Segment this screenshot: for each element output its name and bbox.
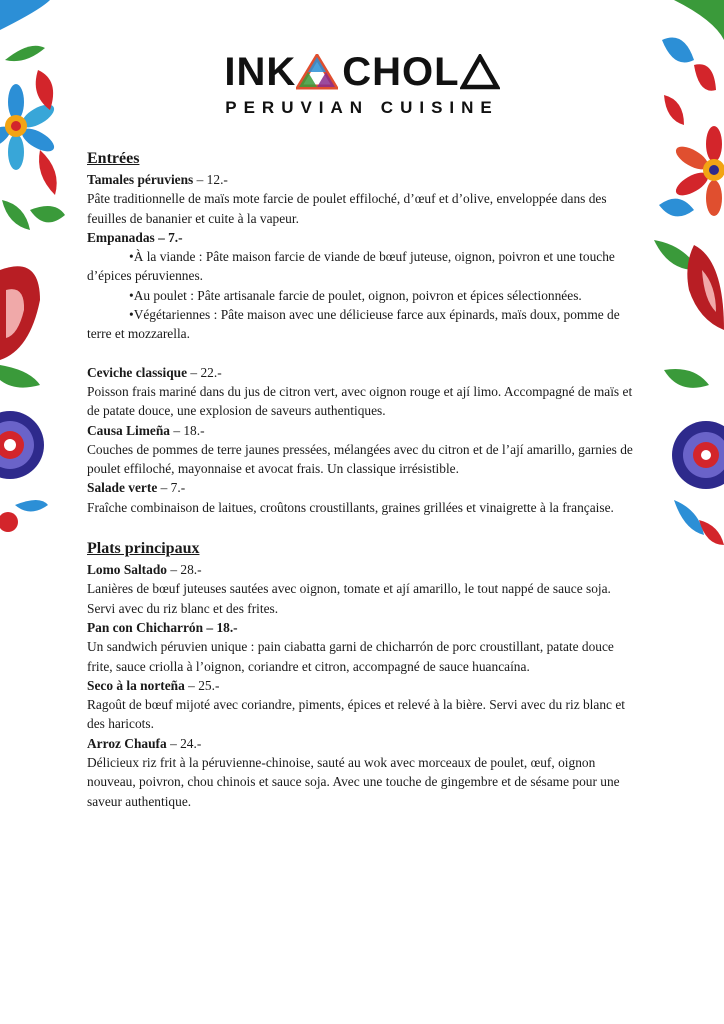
dish-description: Pâte traditionnelle de maïs mote farcie de poulet effiloché, d’œuf et d’olive, enveloppée dans des feuilles de bananier et cuite à la vapeur. <box>87 191 607 226</box>
brand-wordmark <box>224 52 499 92</box>
brand-logo <box>0 52 724 118</box>
empanada-variant-viande: •À la viande : Pâte maison farcie de viande de bœuf juteuse, oignon, poivron et une touche d’épices péruviennes. <box>87 249 615 284</box>
empanada-variant-vegetarienne: •Végétariennes : Pâte maison avec une délicieuse farce aux épinards, maïs doux, pomme de terre et mozzarella. <box>87 307 620 342</box>
dish-name: Arroz Chaufa <box>87 735 167 751</box>
brand-subtitle: PERUVIAN CUISINE <box>225 98 499 117</box>
dish-name: Lomo Saltado <box>87 562 167 578</box>
dish-name: Causa Limeña <box>87 422 170 438</box>
dish-description: Ragoût de bœuf mijoté avec coriandre, piments, épices et relevé à la bière. Servi avec du riz blanc et des haricots. <box>87 697 625 732</box>
dish-description: Poisson frais mariné dans du jus de citron vert, avec oignon rouge et ají limo. Accompagné de maïs et de patate douce, une explosion de saveurs authentiques. <box>87 383 633 419</box>
dish-name: Empanadas – 7.- <box>87 229 183 245</box>
menu-item-seco <box>87 676 637 734</box>
section-title-entrees: Entrées <box>87 150 140 167</box>
empanada-variant-poulet: •Au poulet : Pâte artisanale farcie de poulet, oignon, poivron et épices sélectionnées. <box>129 287 582 303</box>
dish-price: – 25.- <box>184 677 220 693</box>
brand-name-part2: CHOL <box>342 50 460 94</box>
menu-item-ceviche <box>87 363 637 421</box>
dish-price: – 18.- <box>169 422 205 438</box>
dish-name: Seco à la norteña <box>87 677 185 693</box>
dish-price: – 7.- <box>157 480 186 496</box>
dish-description: Couches de pommes de terre jaunes pressées, mélangées avec du citron et de l’ají amarillo, garnies de poulet effiloché, mayonnaise et avocat frais. Un classique irrésistible. <box>87 441 633 477</box>
menu-item-tamales <box>87 170 637 228</box>
triangle-outline-icon <box>460 54 500 90</box>
menu-item-pan-con-chicharron <box>87 618 637 676</box>
dish-name: Salade verte <box>87 480 158 496</box>
dish-name: Ceviche classique <box>87 364 188 380</box>
menu-item-arroz-chaufa <box>87 734 637 811</box>
dish-name: Tamales péruviens <box>87 172 194 187</box>
menu-item-empanadas <box>87 228 637 344</box>
dish-description: Un sandwich péruvien unique : pain ciabatta garni de chicharrón de porc croustillant, patate douce frite, sauce criolla à l’oignon, coriandre et citron, accompagné de sauce huancaína. <box>87 639 614 674</box>
menu-item-salade <box>87 478 637 517</box>
dish-description: Lanières de bœuf juteuses sautées avec oignon, tomate et ají amarillo, le tout nappé de sauce soja. Servi avec du riz blanc et des frites. <box>87 581 611 616</box>
triangle-icon <box>296 54 338 90</box>
dish-price: – 12.- <box>193 172 228 187</box>
dish-price: – 24.- <box>166 735 202 751</box>
section-title-plats: Plats principaux <box>87 540 200 558</box>
dish-description: Fraîche combinaison de laitues, croûtons croustillants, graines grillées et vinaigrette à la française. <box>87 499 614 515</box>
dish-price: – 28.- <box>166 562 202 578</box>
menu-item-causa <box>87 421 637 479</box>
menu-content <box>87 148 637 811</box>
menu-item-lomo-saltado <box>87 560 637 618</box>
dish-description: Délicieux riz frit à la péruvienne-chinoise, sauté au wok avec morceaux de poulet, œuf, oignon nouveau, poivron, chou chinois et sauce soja. Avec une touche de gingembre et de sésame pour une saveur authentique. <box>87 755 620 809</box>
brand-name-part1: INK <box>224 50 297 94</box>
dish-price: – 22.- <box>187 364 222 380</box>
dish-name: Pan con Chicharrón – 18.- <box>87 619 238 635</box>
